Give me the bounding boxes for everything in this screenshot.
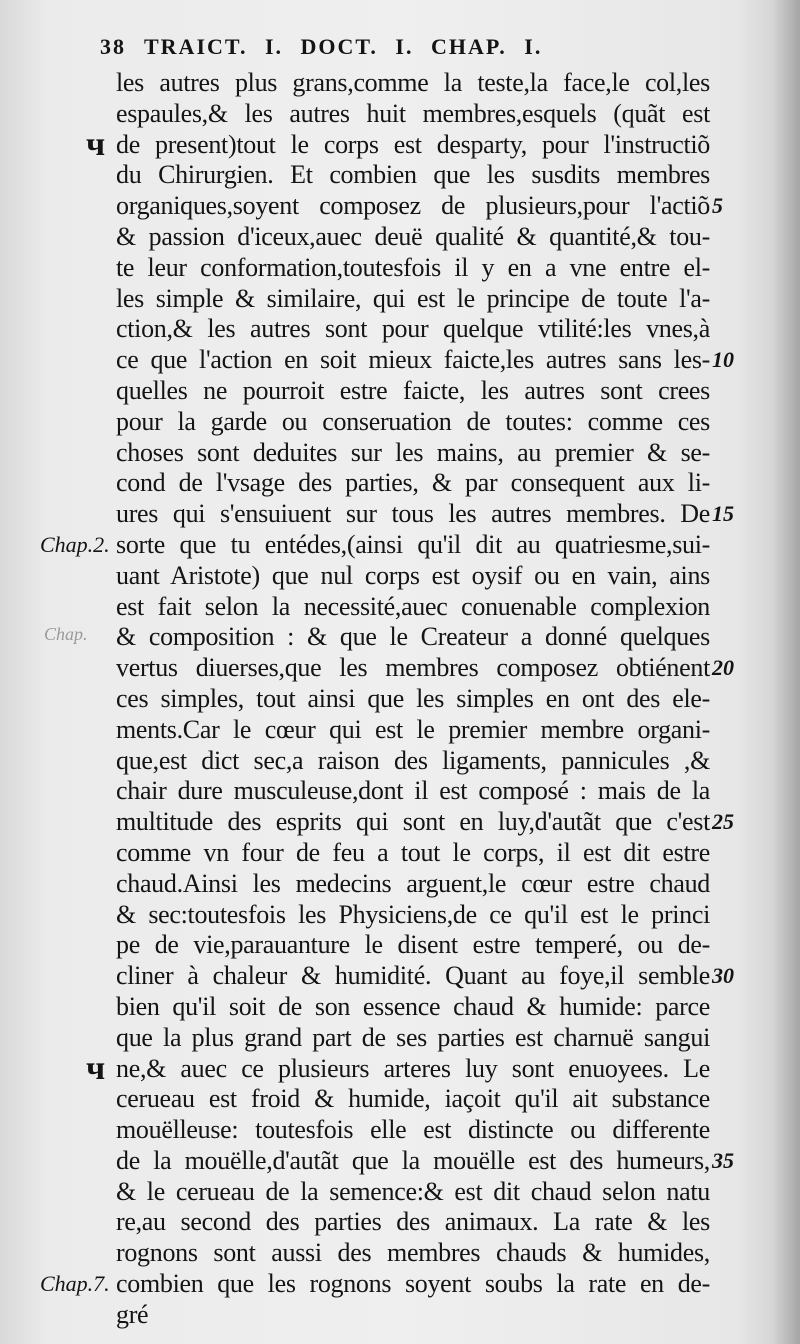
- text-line: cond de l'vsage des parties, & par consequent aux li-: [116, 468, 710, 498]
- text-line: combien que les rognons soyent soubs la rate en de-: [116, 1269, 710, 1299]
- text-line: ures qui s'ensuiuent sur tous les autres membres. De: [116, 499, 710, 529]
- line-number: 25: [712, 809, 734, 835]
- text-line: de present)tout le corps est desparty, pour l'instructiõ: [116, 129, 710, 159]
- text-line: multitude des esprits qui sont en luy,d'autãt que c'est: [116, 807, 710, 837]
- line-number: 30: [712, 963, 734, 989]
- text-line: vertus diuerses,que les membres composez obtiénent: [116, 653, 710, 683]
- text-line: & le cerueau de la semence:& est dit chaud selon natu: [116, 1176, 710, 1206]
- text-line: cerueau est froid & humide, iaçoit qu'il ait substance: [116, 1084, 710, 1114]
- line-number: 35: [712, 1148, 734, 1173]
- margin-mark: ч: [86, 125, 106, 163]
- line-number: 20: [712, 655, 734, 681]
- line-number: 5: [712, 193, 723, 219]
- text-line: cliner à chaleur & humidité. Quant au foye,il semble: [116, 961, 710, 991]
- text-line: pour la garde ou conseruation de toutes: comme ces: [116, 406, 710, 436]
- text-line: ction,& les autres sont pour quelque vtilité:les vnes,à: [116, 314, 710, 344]
- text-line: choses sont deduites sur les mains, au premier & se-: [116, 437, 710, 467]
- text-line: bien qu'il soit de son essence chaud & humide: parce: [116, 991, 710, 1021]
- margin-chapter-note: Chap.: [44, 624, 88, 645]
- text-line: uant Aristote) que nul corps est oysif ou en vain, ains: [116, 560, 710, 590]
- text-line: que la plus grand part de ses parties est charnuë sangui: [116, 1022, 710, 1052]
- line-number: 15: [712, 501, 734, 527]
- text-line: ces simples, tout ainsi que les simples en ont des ele-: [116, 683, 710, 713]
- text-line: du Chirurgien. Et combien que les susdits membres: [116, 160, 710, 190]
- text-line: chair dure musculeuse,dont il est composé : mais de la: [116, 776, 710, 806]
- text-line: gré: [116, 1299, 149, 1329]
- text-line: quelles ne pourroit estre faicte, les autres sont crees: [116, 375, 710, 405]
- text-line: ce que l'action en soit mieux faicte,les autres sans les-: [116, 345, 710, 375]
- text-line: comme vn four de feu a tout le corps, il est dit estre: [116, 837, 710, 867]
- text-line: les autres plus grans,comme la teste,la face,le col,les: [116, 68, 710, 97]
- text-line: ne,& auec ce plusieurs arteres luy sont enuoyees. Le: [116, 1053, 710, 1083]
- margin-chapter-note: Chap.2.: [40, 532, 110, 557]
- text-line: re,au second des parties des animaux. La rate & les: [116, 1207, 710, 1237]
- text-line: & composition : & que le Createur a donné quelques: [116, 622, 710, 652]
- text-line: & passion d'iceux,auec deuë qualité & quantité,& tou-: [116, 221, 710, 251]
- text-line: les simple & similaire, qui est le principe de toute l'a-: [116, 283, 710, 313]
- text-line: est fait selon la necessité,auec conuenable complexion: [116, 591, 710, 621]
- text-line: espaules,& les autres huit membres,esquels (quãt est: [116, 98, 710, 128]
- text-line: de la mouëlle,d'autãt que la mouëlle est des humeurs,: [116, 1145, 710, 1175]
- page-number: 38: [100, 34, 126, 59]
- text-line: pe de vie,parauanture le disent estre temperé, ou de-: [116, 930, 710, 960]
- margin-chapter-note: Chap.7.: [40, 1271, 110, 1297]
- text-line: chaud.Ainsi les medecins arguent,le cœur estre chaud: [116, 868, 710, 898]
- running-title: TRAICT. I. DOCT. I. CHAP. I.: [144, 34, 543, 59]
- text-line: que,est dict sec,a raison des ligaments, pannicules ,&: [116, 745, 710, 775]
- page-gutter-shadow: [772, 0, 800, 1344]
- text-line: te leur conformation,toutesfois il y en a vne entre el-: [116, 252, 710, 282]
- page-header: [100, 34, 660, 60]
- text-line: mouëlleuse: toutesfois elle est distincte ou differente: [116, 1115, 710, 1145]
- text-line: organiques,soyent composez de plusieurs,pour l'actiõ: [116, 191, 710, 221]
- text-line: ments.Car le cœur qui est le premier membre organi-: [116, 714, 710, 744]
- body-text: [116, 68, 710, 1331]
- text-line: & sec:toutesfois les Physiciens,de ce qu'il est le princi: [116, 899, 710, 929]
- margin-mark: ч: [86, 1049, 106, 1087]
- text-line: rognons sont aussi des membres chauds & humides,: [116, 1238, 710, 1268]
- line-number: 10: [712, 347, 734, 373]
- text-line: sorte que tu entédes,(ainsi qu'il dit au quatriesme,sui-: [116, 529, 710, 559]
